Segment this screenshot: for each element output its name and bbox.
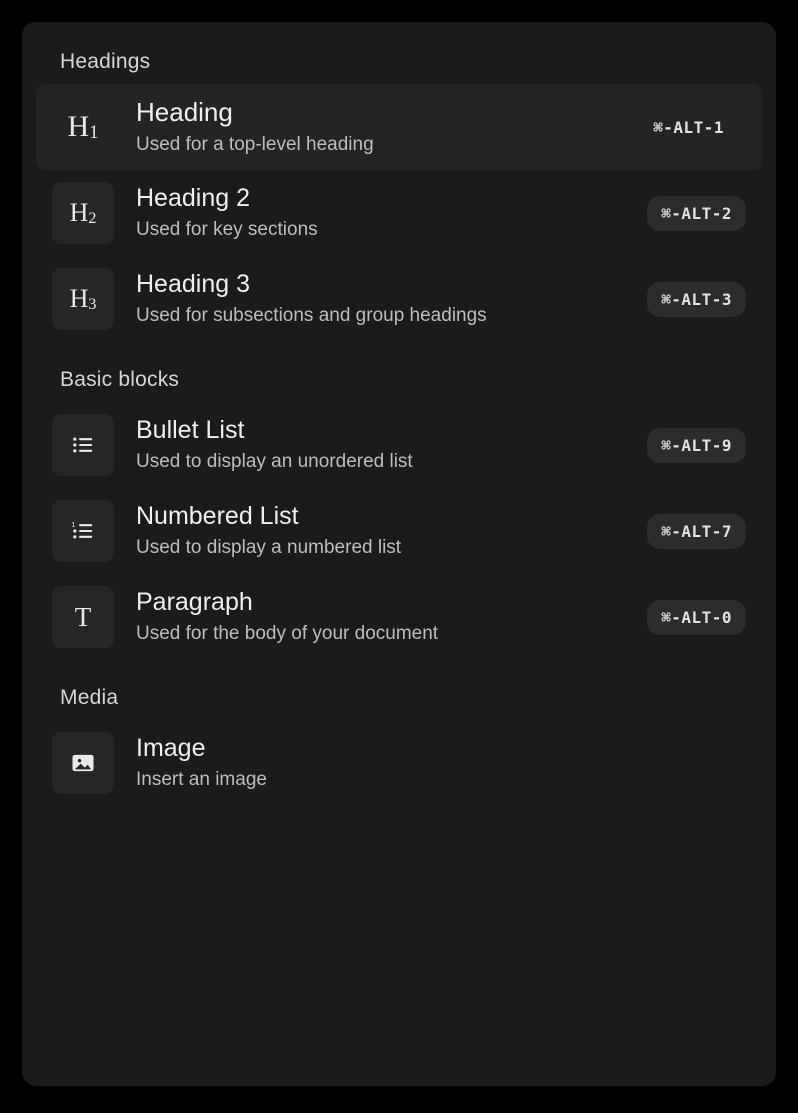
menu-item-shortcut: ⌘-ALT-1 bbox=[653, 117, 724, 137]
heading-3-icon-letter: H bbox=[69, 284, 89, 313]
heading-1-icon bbox=[52, 96, 114, 158]
menu-item-heading-1[interactable] bbox=[36, 84, 762, 170]
menu-item-title: Bullet List bbox=[136, 416, 245, 445]
menu-item-subtitle: Used to display a numbered list bbox=[136, 537, 402, 559]
menu-item-text bbox=[114, 96, 639, 157]
menu-item-title: Heading 3 bbox=[136, 270, 250, 299]
menu-item-numbered-list[interactable] bbox=[36, 488, 762, 574]
paragraph-icon-letter: T bbox=[74, 601, 92, 632]
section-header-headings: Headings bbox=[60, 50, 151, 73]
bullet-list-icon bbox=[52, 414, 114, 476]
menu-item-subtitle: Used for a top-level heading bbox=[136, 133, 374, 155]
heading-1-icon-letter: H bbox=[67, 110, 90, 143]
menu-item-text bbox=[114, 587, 647, 647]
heading-3-icon-level: 3 bbox=[88, 296, 97, 313]
menu-item-subtitle: Insert an image bbox=[136, 769, 267, 791]
heading-3-icon bbox=[52, 268, 114, 330]
menu-item-text bbox=[114, 501, 647, 561]
menu-item-title: Heading 2 bbox=[136, 184, 250, 213]
menu-item-bullet-list[interactable] bbox=[36, 402, 762, 488]
menu-item-text bbox=[114, 269, 647, 329]
menu-item-subtitle: Used for key sections bbox=[136, 219, 318, 241]
menu-item-text bbox=[114, 733, 746, 793]
menu-item-shortcut: ⌘-ALT-2 bbox=[647, 196, 746, 231]
heading-1-icon-level: 1 bbox=[89, 122, 99, 143]
section-header-media: Media bbox=[60, 686, 119, 709]
menu-item-text bbox=[114, 183, 647, 243]
menu-item-text bbox=[114, 415, 647, 475]
menu-item-subtitle: Used for the body of your document bbox=[136, 623, 439, 645]
image-icon bbox=[52, 732, 114, 794]
menu-item-shortcut: ⌘-ALT-3 bbox=[647, 282, 746, 317]
heading-2-icon-letter: H bbox=[69, 198, 89, 227]
menu-item-title: Image bbox=[136, 734, 206, 763]
block-type-menu-panel bbox=[22, 22, 776, 1086]
menu-item-shortcut: ⌘-ALT-7 bbox=[647, 514, 746, 549]
menu-item-shortcut: ⌘-ALT-0 bbox=[647, 600, 746, 635]
menu-item-image[interactable] bbox=[36, 720, 762, 806]
paragraph-text-icon bbox=[52, 586, 114, 648]
menu-item-heading-3[interactable] bbox=[36, 256, 762, 342]
heading-2-icon-level: 2 bbox=[88, 210, 97, 227]
menu-item-title: Paragraph bbox=[136, 588, 253, 617]
section-header-basic-blocks: Basic blocks bbox=[60, 368, 180, 391]
menu-item-subtitle: Used to display an unordered list bbox=[136, 451, 413, 473]
menu-item-heading-2[interactable] bbox=[36, 170, 762, 256]
svg-text:1: 1 bbox=[71, 522, 76, 530]
menu-item-subtitle: Used for subsections and group headings bbox=[136, 305, 487, 327]
menu-item-shortcut: ⌘-ALT-9 bbox=[647, 428, 746, 463]
menu-item-title: Heading bbox=[136, 97, 233, 128]
menu-item-title: Numbered List bbox=[136, 502, 299, 531]
heading-2-icon bbox=[52, 182, 114, 244]
numbered-list-icon bbox=[52, 500, 114, 562]
menu-item-paragraph[interactable] bbox=[36, 574, 762, 660]
